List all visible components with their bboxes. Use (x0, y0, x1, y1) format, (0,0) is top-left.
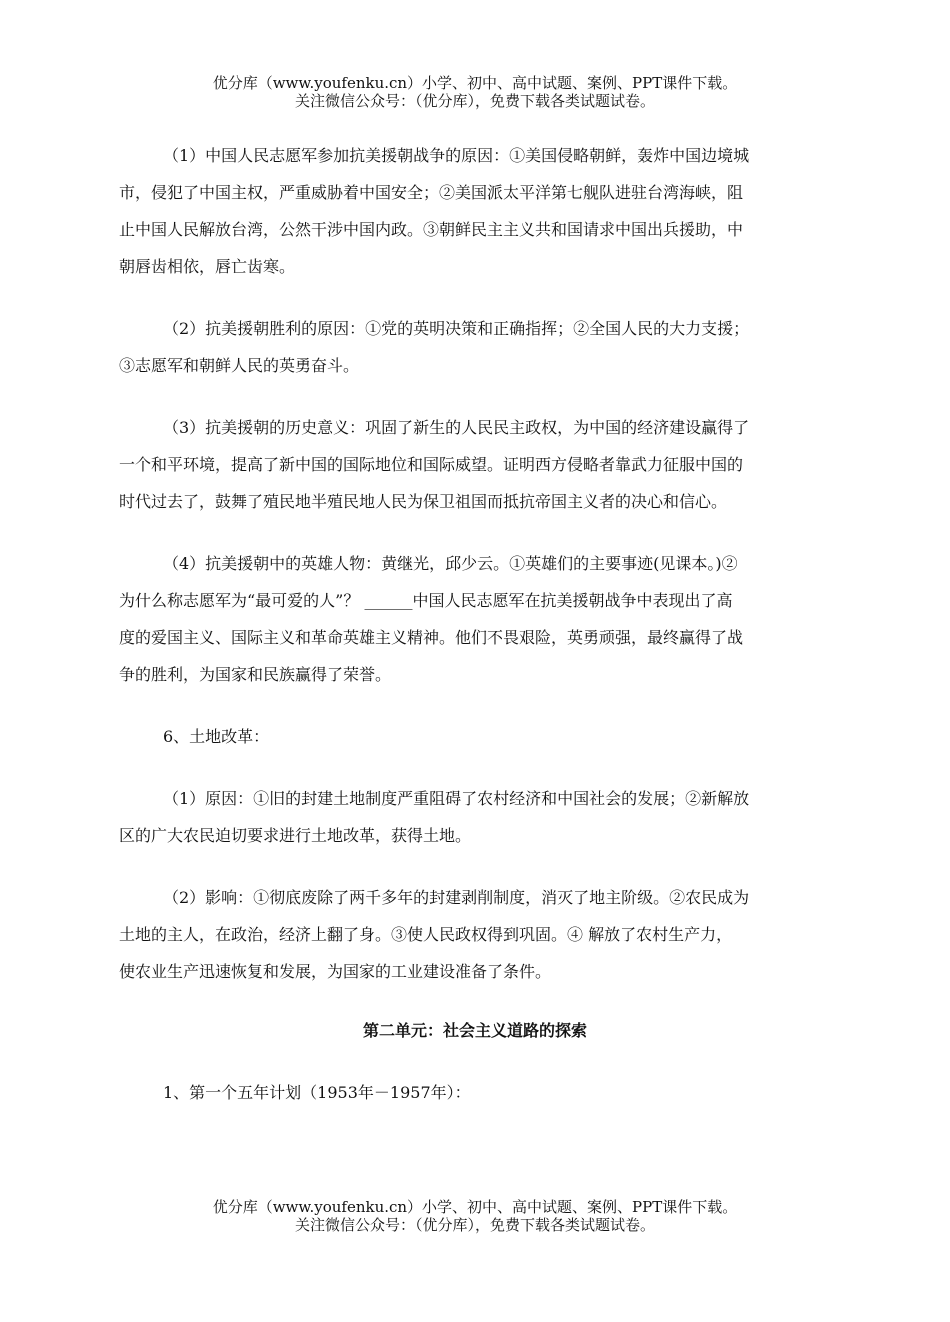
footer-line-2: 关注微信公众号：（优分库），免费下载各类试题试卷。 (294, 1216, 655, 1234)
text-line: 争的胜利，为国家和民族赢得了荣誉。 (119, 665, 392, 684)
page-header (0, 74, 950, 110)
text-line: 使农业生产迅速恢复和发展，为国家的工业建设准备了条件。 (119, 962, 552, 981)
text-line: 止中国人民解放台湾，公然干涉中国内政。③朝鲜民主主义共和国请求中国出兵援助，中 (119, 220, 744, 239)
text-line: （1）原因：①旧的封建土地制度严重阻碍了农村经济和中国社会的发展；②新解放 (163, 789, 750, 808)
paragraph-historical-significance (119, 409, 831, 520)
text-line: 时代过去了，鼓舞了殖民地半殖民地人民为保卫祖国而抵抗帝国主义者的决心和信心。 (119, 492, 728, 511)
text-line: （3）抗美援朝的历史意义：巩固了新生的人民民主政权，为中国的经济建设赢得了 (163, 418, 750, 437)
text-line: （1）中国人民志愿军参加抗美援朝战争的原因：①美国侵略朝鲜，轰炸中国边境城 (163, 146, 750, 165)
text-line: 度的爱国主义、国际主义和革命英雄主义精神。他们不畏艰险，英勇顽强，最终赢得了战 (119, 628, 744, 647)
text-line: （2）影响：①彻底废除了两千多年的封建剥削制度，消灭了地主阶级。②农民成为 (163, 888, 750, 907)
header-line-2: 关注微信公众号：（优分库），免费下载各类试题试卷。 (294, 92, 655, 110)
header-line-1: 优分库（www.youfenku.cn）小学、初中、高中试题、案例、PPT课件下载。 (212, 74, 738, 92)
text-line: （4）抗美援朝中的英雄人物：黄继光，邱少云。①英雄们的主要事迹(见课本。)② (163, 554, 738, 573)
footer-line-1: 优分库（www.youfenku.cn）小学、初中、高中试题、案例、PPT课件下载。 (212, 1198, 738, 1216)
paragraph-land-reform-impact (119, 879, 831, 990)
text-line: ③志愿军和朝鲜人民的英勇奋斗。 (119, 356, 360, 375)
section-five-year-plan-title (119, 1074, 831, 1111)
text-line: 一个和平环境，提高了新中国的国际地位和国际威望。证明西方侵略者靠武力征服中国的 (119, 455, 744, 474)
document-body (119, 137, 831, 1136)
text-line: 区的广大农民迫切要求进行土地改革，获得土地。 (119, 826, 472, 845)
paragraph-war-reasons (119, 137, 831, 285)
text-line: 6、土地改革： (163, 727, 270, 746)
text-line: 市，侵犯了中国主权，严重威胁着中国安全；②美国派太平洋第七舰队进驻台湾海峡，阻 (119, 183, 744, 202)
page-footer (0, 1198, 950, 1234)
paragraph-heroes (119, 545, 831, 693)
text-line: 朝唇齿相依，唇亡齿寒。 (119, 257, 296, 276)
paragraph-land-reform-reasons (119, 780, 831, 854)
text-line: （2）抗美援朝胜利的原因：①党的英明决策和正确指挥；②全国人民的大力支援； (163, 319, 750, 338)
text-line: 1、第一个五年计划（1953年－1957年）： (163, 1083, 471, 1102)
paragraph-victory-reasons (119, 310, 831, 384)
section-land-reform-title (119, 718, 831, 755)
text-line: 土地的主人，在政治，经济上翻了身。③使人民政权得到巩固。④ 解放了农村生产力， (119, 925, 733, 944)
unit-heading: 第二单元：社会主义道路的探索 (362, 1021, 587, 1040)
text-line: 为什么称志愿军为“最可爱的人”？ ______中国人民志愿军在抗美援朝战争中表现出了高 (119, 591, 733, 610)
